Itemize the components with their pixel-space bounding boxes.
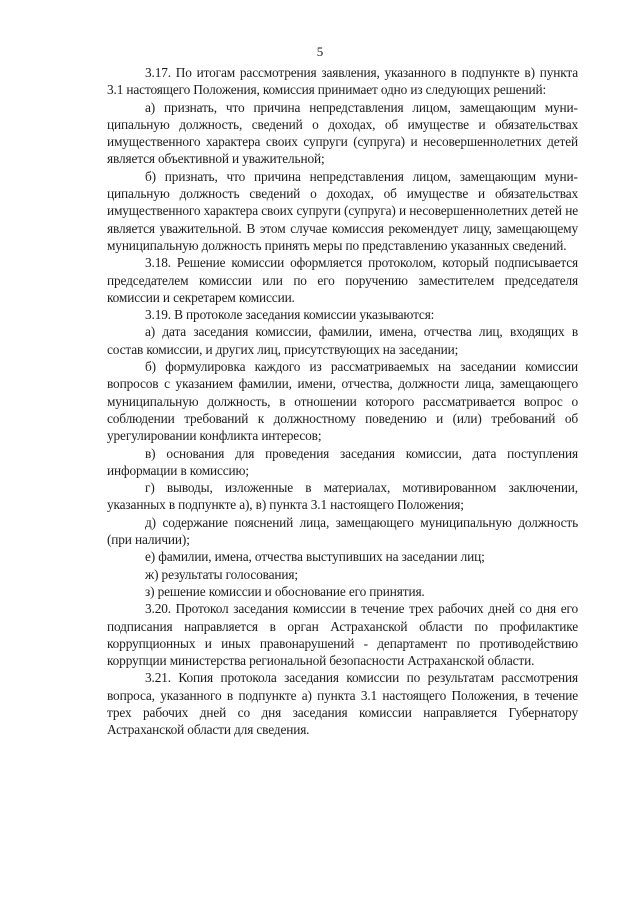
paragraph-3-17-a: а) признать, что причина непредставления лицом, замещающим муниципальную должность, сведений о доходах, об имуществе и обязательствах имущественного характера своих супруги (супруга) и несовершеннолетних детей является объективной и уважительной; xyxy=(107,99,578,167)
paragraph-3-19-zh: ж) результаты голосования; xyxy=(145,566,298,582)
document-body xyxy=(107,64,578,739)
paragraph-3-19-z: з) решение комиссии и обоснование его принятия. xyxy=(145,583,425,599)
paragraph-3-19-b: б) формулировка каждого из рассматриваемых на заседании комиссии вопросов с указанием фамилии, имени, отчества, должности лица, замещающего муниципальную должность, в отношении которого рассматривается вопрос о соблюдении требований к должностному поведению и (или) требований об урегулировании конфликта интересов; xyxy=(107,359,578,444)
page-number: 5 xyxy=(316,44,324,59)
paragraph-3-17: 3.17. По итогам рассмотрения заявления, указанного в подпункте в) пункта 3.1 настоящего Положения, комиссия принимает одно из следующих решений: xyxy=(107,65,578,98)
paragraph-3-19: 3.19. В протоколе заседания комиссии указываются: xyxy=(145,307,435,323)
paragraph-3-19-g: г) выводы, изложенные в материалах, мотивированном заключении, указанных в подпункте а), в) пункта 3.1 настоящего Положения; xyxy=(107,480,578,513)
paragraph-3-21: 3.21. Копия протокола заседания комиссии по результатам рассмотрения вопроса, указанного в подпункте а) пункта 3.1 настоящего Положения, в течение трех рабочих дней со дня заседания комиссии направляется Губернатору Астраханской области для сведения. xyxy=(107,670,578,738)
paragraph-3-19-d: д) содержание пояснений лица, замещающего муниципальную должность (при наличии); xyxy=(107,514,578,548)
paragraph-3-20: 3.20. Протокол заседания комиссии в течение трех рабочих дней со дня его подписания направляется в орган Астраханской области по профилактике коррупционных и иных правонарушений - департамент по противодействию коррупции министерства региональной безопасности Астраханской области. xyxy=(107,601,578,669)
paragraph-3-19-e: е) фамилии, имена, отчества выступивших на заседании лиц; xyxy=(145,549,485,565)
paragraph-3-17-b: б) признать, что причина непредставления лицом, замещающим муниципальную должность сведений о доходах, об имуществе и обязательствах имущественного характера своих супруги (супруга) и несовершеннолетних детей не является уважительной. В этом случае комиссия рекомендует лицу, замещающему муниципальную должность принять меры по представлению указанных сведений. xyxy=(107,168,578,253)
paragraph-3-19-v: в) основания для проведения заседания комиссии, дата поступления информации в комиссию; xyxy=(107,445,578,478)
paragraph-3-19-a: а) дата заседания комиссии, фамилии, имена, отчества лиц, входящих в состав комиссии, и других лиц, присутствующих на заседании; xyxy=(107,324,578,357)
paragraph-3-18: 3.18. Решение комиссии оформляется протоколом, который подписывается председателем комиссии или по его поручению заместителем председателя комиссии и секретарем комиссии. xyxy=(107,255,578,305)
